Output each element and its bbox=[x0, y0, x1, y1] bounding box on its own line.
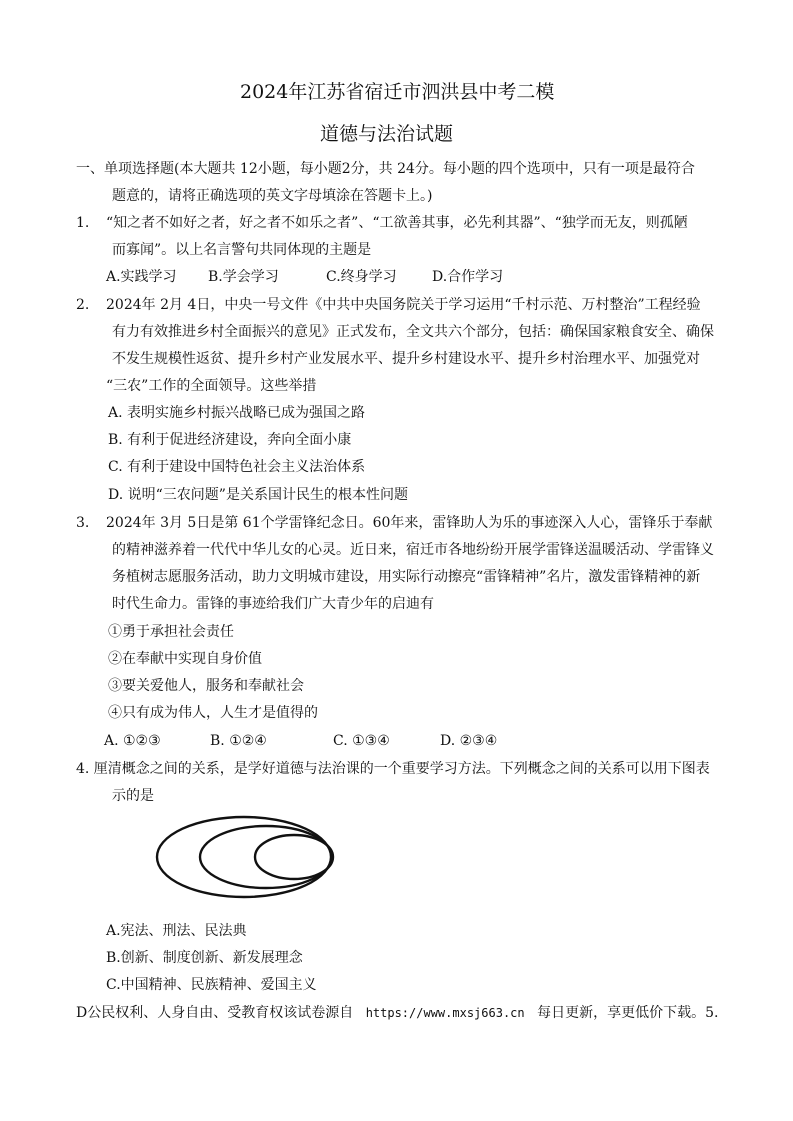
q2-stem-line3: 不发生规模性返贫、提升乡村产业发展水平、提升乡村建设水平、提升乡村治理水平、加强党对 bbox=[112, 351, 700, 367]
q2-option-b: B. 有利于促进经济建设，奔向全面小康 bbox=[108, 432, 352, 448]
q3-stem-line3: 务植树志愿服务活动，助力文明城市建设，用实际行动擦亮“雷锋精神”名片，激发雷锋精神的新 bbox=[112, 569, 701, 585]
q3-option-b: B. ①②④ bbox=[210, 733, 267, 749]
footer-line bbox=[76, 1004, 718, 1022]
outer-ellipse bbox=[157, 817, 331, 897]
footer-tail: 每日更新，享更低价下载。5. bbox=[537, 1005, 719, 1021]
q2-option-c: C. 有利于建设中国特色社会主义法治体系 bbox=[108, 459, 366, 475]
q4-option-b: B.创新、制度创新、新发展理念 bbox=[106, 950, 303, 966]
q2-stem-line4: “三农”工作的全面领导。这些举措 bbox=[106, 378, 317, 394]
q4-stem-line2: 示的是 bbox=[112, 788, 154, 804]
q3-statement-2: ②在奉献中实现自身价值 bbox=[108, 651, 262, 667]
q1-option-c: C.终身学习 bbox=[326, 269, 397, 285]
nested-ellipses-diagram bbox=[155, 812, 339, 902]
footer-source-text: D公民权利、人身自由、受教育权该试卷源自 bbox=[76, 1005, 354, 1021]
middle-ellipse bbox=[200, 826, 332, 888]
q1-stem-line1: “知之者不如好之者，好之者不如乐之者”、“工欲善其事，必先利其器”、“独学而无友，则孤陋 bbox=[106, 215, 688, 231]
footer-url[interactable]: https://www.mxsj663.cn bbox=[365, 1006, 525, 1020]
q3-number: 3. bbox=[76, 515, 90, 531]
q4-option-c: C.中国精神、民族精神、爱国主义 bbox=[106, 977, 317, 993]
q3-statement-1: ①勇于承担社会责任 bbox=[108, 624, 234, 640]
q1-option-b: B.学会学习 bbox=[208, 269, 279, 285]
inner-ellipse bbox=[255, 835, 333, 879]
q1-option-d: D.合作学习 bbox=[432, 269, 504, 285]
q3-statement-3: ③要关爱他人，服务和奉献社会 bbox=[108, 678, 304, 694]
q2-stem-line2: 有力有效推进乡村全面振兴的意见》正式发布，全文共六个部分，包括：确保国家粮食安全、确保 bbox=[112, 324, 714, 340]
q2-stem-line1: 2024年 2月 4日，中央一号文件《中共中央国务院关于学习运用“千村示范、万村整治”工程经验 bbox=[106, 297, 701, 313]
q1-option-a: A.实践学习 bbox=[106, 269, 177, 285]
q1-stem-line2: 而寡闻”。以上名言警句共同体现的主题是 bbox=[112, 242, 372, 258]
q3-statement-4: ④只有成为伟人，人生才是值得的 bbox=[108, 705, 318, 721]
q2-option-d: D. 说明“三农问题”是关系国计民生的根本性问题 bbox=[108, 487, 408, 503]
q2-number: 2. bbox=[76, 297, 90, 313]
exam-title: 2024年江苏省宿迁市泗洪县中考二模 bbox=[240, 81, 555, 103]
section-heading-line2: 题意的，请将正确选项的英文字母填涂在答题卡上。) bbox=[112, 188, 433, 204]
q1-number: 1. bbox=[76, 215, 90, 231]
q4-stem-line1: 4. 厘清概念之间的关系，是学好道德与法治课的一个重要学习方法。下列概念之间的关系可以用下图表 bbox=[76, 761, 710, 777]
q3-option-d: D. ②③④ bbox=[440, 733, 498, 749]
q2-option-a: A. 表明实施乡村振兴战略已成为强国之路 bbox=[108, 405, 366, 421]
q3-stem-line4: 时代生命力。雷锋的事迹给我们广大青少年的启迪有 bbox=[112, 596, 434, 612]
section-heading-line1: 一、单项选择题(本大题共 12小题，每小题2分，共 24分。每小题的四个选项中，只有一项是最符合 bbox=[76, 161, 695, 177]
q3-option-a: A. ①②③ bbox=[104, 733, 161, 749]
q3-option-c: C. ①③④ bbox=[333, 733, 390, 749]
exam-subtitle: 道德与法治试题 bbox=[320, 123, 454, 145]
q3-stem-line1: 2024年 3月 5日是第 61个学雷锋纪念日。60年来，雷锋助人为乐的事迹深入人心，雷锋乐于奉献 bbox=[106, 515, 713, 531]
q4-option-a: A.宪法、刑法、民法典 bbox=[106, 923, 247, 939]
q3-stem-line2: 的精神滋养着一代代中华儿女的心灵。近日来，宿迁市各地纷纷开展学雷锋送温暖活动、学雷锋义 bbox=[112, 542, 714, 558]
